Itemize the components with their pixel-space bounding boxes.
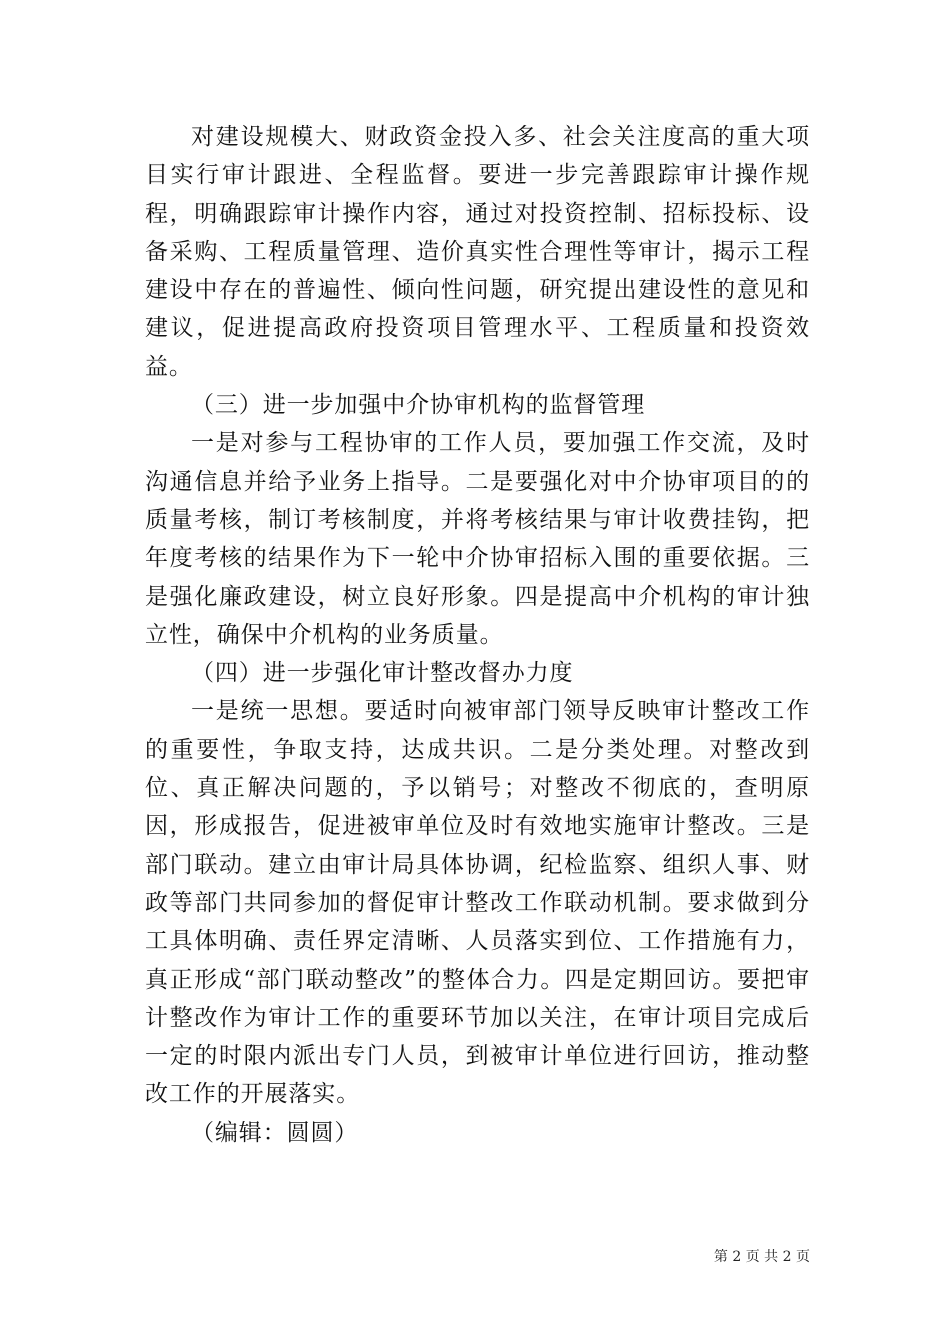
paragraph-intermediary: 一是对参与工程协审的工作人员，要加强工作交流，及时沟通信息并给予业务上指导。二是要强化对中介协审项目的的质量考核，制订考核制度，并将考核结果与审计收费挂钩，把年度考核的结果作为下一轮中介协审招标入围的重要依据。三是强化廉政建设，树立良好形象。四是提高中介机构的审计独立性，确保中介机构的业务质量。 (145, 430, 810, 648)
paragraph-rectification: 一是统一思想。要适时向被审部门领导反映审计整改工作的重要性，争取支持，达成共识。二是分类处理。对整改到位、真正解决问题的，予以销号；对整改不彻底的，查明原因，形成报告，促进被审单位及时有效地实施审计整改。三是部门联动。建立由审计局具体协调，纪检监察、组织人事、财政等部门共同参加的督促审计整改工作联动机制。要求做到分工具体明确、责任界定清晰、人员落实到位、工作措施有力，真正形成“部门联动整改”的整体合力。四是定期回访。要把审计整改作为审计工作的重要环节加以关注，在审计项目完成后一定的时限内派出专门人员，到被审计单位进行回访，推动整改工作的开展落实。 (145, 698, 810, 1108)
section-heading-intermediary: （三）进一步加强中介协审机构的监督管理 (191, 392, 646, 419)
section-heading-rectification: （四）进一步强化审计整改督办力度 (191, 660, 574, 687)
document-body (145, 118, 810, 1152)
page-number: 第 2 页 共 2 页 (713, 1249, 810, 1265)
editor-note: （编辑：圆圆） (191, 1119, 359, 1146)
paragraph-major-projects: 对建设规模大、财政资金投入多、社会关注度高的重大项目实行审计跟进、全程监督。要进一步完善跟踪审计操作规程，明确跟踪审计操作内容，通过对投资控制、招标投标、设备采购、工程质量管理、造价真实性合理性等审计，揭示工程建设中存在的普遍性、倾向性问题，研究提出建设性的意见和建议，促进提高政府投资项目管理水平、工程质量和投资效益。 (145, 124, 810, 380)
